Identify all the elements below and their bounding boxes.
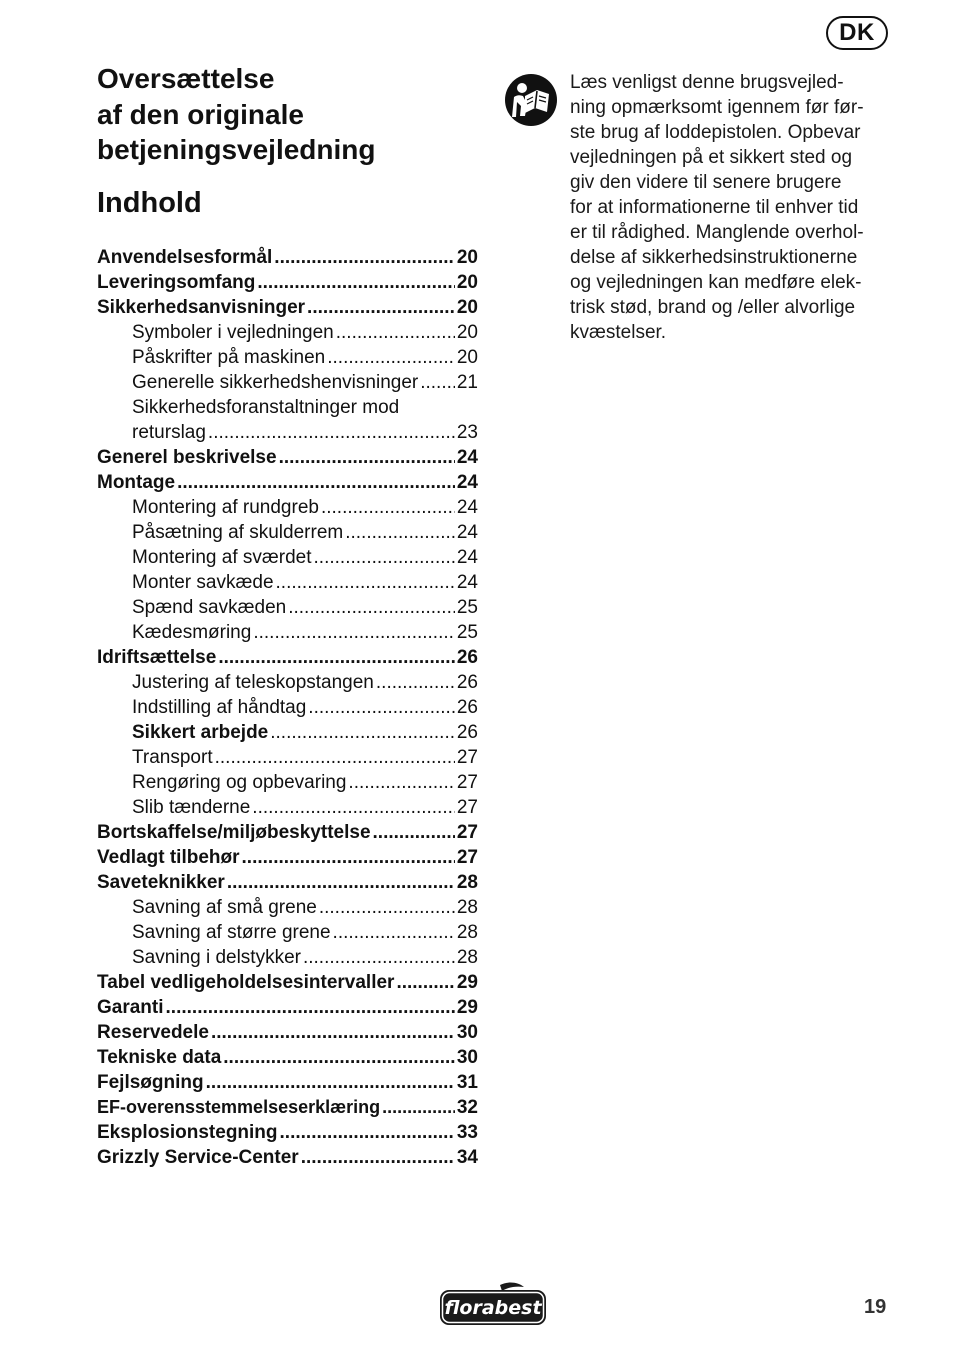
toc-entry-label: Montering af rundgreb: [132, 497, 319, 518]
toc-entry-label: Bortskaffelse/miljøbeskyttelse: [97, 822, 371, 843]
toc-entry-label: Slib tænderne: [132, 797, 251, 818]
toc-entry-label: Sikkerhedsanvisninger: [97, 297, 306, 318]
toc-entry: [97, 545, 478, 570]
toc-entry-page: 28: [456, 922, 478, 943]
toc-dot-leader: [227, 870, 455, 895]
toc-dot-leader: [253, 620, 455, 645]
toc-dot-leader: [252, 795, 455, 820]
toc-dot-leader: [307, 295, 455, 320]
toc-entry: [97, 895, 478, 920]
intro-line: kvæstelser.: [570, 322, 667, 343]
toc-dot-leader: [206, 1070, 455, 1095]
toc-entry-label: Rengøring og opbevaring: [132, 772, 347, 793]
toc-entry-page: 26: [456, 722, 478, 743]
toc-entry-label: Saveteknikker: [97, 872, 225, 893]
table-of-contents: [97, 245, 478, 1170]
toc-entry-page: 20: [456, 347, 478, 368]
toc-entry-page: 24: [456, 572, 478, 593]
toc-entry-label: Savning i delstykker: [132, 947, 301, 968]
toc-entry: [97, 395, 478, 420]
intro-line: delse af sikkerhedsinstruktionerne: [570, 247, 858, 268]
title-line: Oversættelse: [97, 63, 275, 94]
toc-entry: [97, 495, 478, 520]
toc-entry: [97, 1145, 478, 1170]
toc-entry-page: 30: [456, 1047, 478, 1068]
florabest-logo: [438, 1281, 548, 1327]
toc-dot-leader: [327, 345, 455, 370]
toc-entry-page: 25: [456, 622, 478, 643]
toc-dot-leader: [373, 820, 455, 845]
toc-entry: [97, 1095, 478, 1120]
toc-entry-label: Anvendelsesformål: [97, 247, 273, 268]
toc-entry-page: 24: [456, 522, 478, 543]
toc-entry-page: 33: [456, 1122, 478, 1143]
toc-dot-leader: [215, 745, 455, 770]
intro-line: ste brug af loddepistolen. Opbevar: [570, 122, 861, 143]
logo-text: florabest: [444, 1297, 542, 1319]
toc-entry: [97, 470, 478, 495]
toc-entry-page: 24: [456, 472, 478, 493]
toc-entry-label: Savning af større grene: [132, 922, 331, 943]
toc-dot-leader: [270, 720, 455, 745]
intro-line: ning opmærksomt igennem før før-: [570, 97, 864, 118]
toc-entry: [97, 845, 478, 870]
toc-entry: [97, 695, 478, 720]
toc-entry-page: 26: [456, 697, 478, 718]
toc-entry-label: Reservedele: [97, 1022, 209, 1043]
toc-dot-leader: [396, 970, 454, 995]
toc-entry-label: Leveringsomfang: [97, 272, 256, 293]
toc-dot-leader: [208, 420, 455, 445]
title-line: betjeningsvejledning: [97, 134, 376, 165]
toc-entry-label: Symboler i vejledningen: [132, 322, 334, 343]
toc-entry-page: 27: [456, 772, 478, 793]
toc-entry: [97, 320, 478, 345]
toc-entry-page: 27: [456, 797, 478, 818]
title-line: af den originale: [97, 98, 304, 130]
toc-entry-label: Generelle sikkerhedshenvisninger: [132, 372, 419, 393]
toc-dot-leader: [336, 320, 455, 345]
toc-entry: [97, 995, 478, 1020]
toc-heading: Indhold: [97, 187, 202, 219]
toc-entry-label: Justering af teleskopstangen: [132, 672, 374, 693]
toc-dot-leader: [280, 1120, 455, 1145]
toc-entry-page: 31: [456, 1072, 478, 1093]
toc-entry: [97, 1120, 478, 1145]
toc-entry-page: 24: [456, 447, 478, 468]
toc-entry-label: Eksplosionstegning: [97, 1122, 278, 1143]
intro-line: er til rådighed. Manglende overhol-: [570, 222, 864, 243]
toc-entry: [97, 1045, 478, 1070]
toc-dot-leader: [314, 545, 455, 570]
toc-dot-leader: [333, 920, 455, 945]
toc-dot-leader: [420, 370, 455, 395]
toc-entry-label: Spænd savkæden: [132, 597, 287, 618]
toc-entry-label: returslag: [132, 422, 206, 443]
toc-entry-label: Påskrifter på maskinen: [132, 347, 326, 368]
toc-entry: [97, 445, 478, 470]
toc-entry: [97, 970, 478, 995]
toc-entry-page: 28: [456, 947, 478, 968]
toc-entry-label: Savning af små grene: [132, 897, 317, 918]
toc-dot-leader: [345, 520, 455, 545]
toc-entry-page: 28: [456, 897, 478, 918]
toc-dot-leader: [279, 445, 455, 470]
toc-entry-label: Sikkert arbejde: [132, 722, 269, 743]
toc-entry: [97, 595, 478, 620]
toc-entry: [97, 770, 478, 795]
toc-entry-page: 27: [456, 822, 478, 843]
toc-dot-leader: [211, 1020, 455, 1045]
toc-entry: [97, 370, 478, 395]
intro-line: vejledningen på et sikkert sted og: [570, 147, 853, 168]
toc-entry-label: EF-overensstemmelseserklæring: [97, 1097, 381, 1117]
toc-entry-page: 30: [456, 1022, 478, 1043]
toc-entry: [97, 420, 478, 445]
language-badge: DK: [826, 16, 888, 50]
toc-entry: [97, 795, 478, 820]
toc-dot-leader: [288, 595, 455, 620]
toc-entry: [97, 720, 478, 745]
toc-entry: [97, 1020, 478, 1045]
toc-entry-label: Sikkerhedsforanstaltninger mod: [132, 397, 400, 418]
toc-entry-label: Generel beskrivelse: [97, 447, 277, 468]
toc-dot-leader: [276, 570, 455, 595]
toc-dot-leader: [274, 245, 455, 270]
toc-entry: [97, 570, 478, 595]
toc-entry: [97, 870, 478, 895]
document-title: [97, 61, 375, 168]
page-number: 19: [864, 1296, 887, 1318]
toc-entry: [97, 645, 478, 670]
toc-dot-leader: [321, 495, 455, 520]
toc-entry: [97, 745, 478, 770]
intro-paragraph: [570, 70, 900, 345]
toc-entry-label: Tekniske data: [97, 1047, 222, 1068]
toc-entry-page: 32: [456, 1097, 478, 1118]
toc-entry: [97, 345, 478, 370]
intro-line: for at informationerne til enhver tid: [570, 197, 859, 218]
toc-entry-page: 34: [456, 1147, 478, 1168]
toc-dot-leader: [319, 895, 455, 920]
toc-entry: [97, 620, 478, 645]
toc-entry-page: 21: [456, 372, 478, 393]
intro-line: Læs venligst denne brugsvejled-: [570, 72, 844, 93]
toc-entry-page: 26: [456, 672, 478, 693]
toc-entry-label: Påsætning af skulderrem: [132, 522, 344, 543]
toc-entry-page: 26: [456, 647, 478, 668]
toc-entry-page: 29: [456, 997, 478, 1018]
toc-dot-leader: [301, 1145, 455, 1170]
toc-entry-label: Vedlagt tilbehør: [97, 847, 240, 868]
toc-dot-leader: [242, 845, 455, 870]
toc-entry: [97, 920, 478, 945]
toc-dot-leader: [166, 995, 455, 1020]
toc-entry-page: 24: [456, 547, 478, 568]
toc-entry: [97, 1070, 478, 1095]
toc-entry: [97, 270, 478, 295]
toc-entry-label: Grizzly Service-Center: [97, 1147, 299, 1168]
toc-entry-page: 20: [456, 297, 478, 318]
toc-entry: [97, 820, 478, 845]
toc-entry-label: Montering af sværdet: [132, 547, 312, 568]
toc-entry: [97, 295, 478, 320]
intro-line: giv den videre til senere brugere: [570, 172, 842, 193]
toc-dot-leader: [376, 670, 455, 695]
toc-entry-label: Transport: [132, 747, 213, 768]
toc-entry-label: Garanti: [97, 997, 164, 1018]
toc-entry-page: 20: [456, 272, 478, 293]
toc-entry-page: 25: [456, 597, 478, 618]
toc-entry-label: Idriftsættelse: [97, 647, 217, 668]
toc-entry: [97, 670, 478, 695]
toc-entry-page: 20: [456, 322, 478, 343]
toc-entry-label: Fejlsøgning: [97, 1072, 204, 1093]
read-manual-icon: [505, 74, 557, 126]
toc-dot-leader: [257, 270, 454, 295]
intro-line: og vejledningen kan medføre elek-: [570, 272, 862, 293]
toc-entry-page: 29: [456, 972, 478, 993]
toc-entry: [97, 520, 478, 545]
toc-entry-page: 27: [456, 747, 478, 768]
toc-entry: [97, 245, 478, 270]
toc-dot-leader: [223, 1045, 455, 1070]
toc-dot-leader: [303, 945, 455, 970]
toc-entry-label: Montage: [97, 472, 176, 493]
toc-dot-leader: [218, 645, 455, 670]
toc-entry-page: 28: [456, 872, 478, 893]
toc-entry-page: 20: [456, 247, 478, 268]
toc-dot-leader: [177, 470, 455, 495]
toc-entry-label: Indstilling af håndtag: [132, 697, 307, 718]
toc-entry-page: 24: [456, 497, 478, 518]
toc-dot-leader: [348, 770, 454, 795]
toc-entry-page: 27: [456, 847, 478, 868]
toc-entry: [97, 945, 478, 970]
toc-entry-page: 23: [456, 422, 478, 443]
toc-entry-label: Kædesmøring: [132, 622, 252, 643]
toc-entry-label: Monter savkæde: [132, 572, 274, 593]
toc-entry-label: Tabel vedligeholdelsesintervaller: [97, 972, 395, 993]
toc-dot-leader: [308, 695, 455, 720]
toc-dot-leader: [382, 1095, 455, 1120]
intro-line: trisk stød, brand og /eller alvorlige: [570, 297, 856, 318]
